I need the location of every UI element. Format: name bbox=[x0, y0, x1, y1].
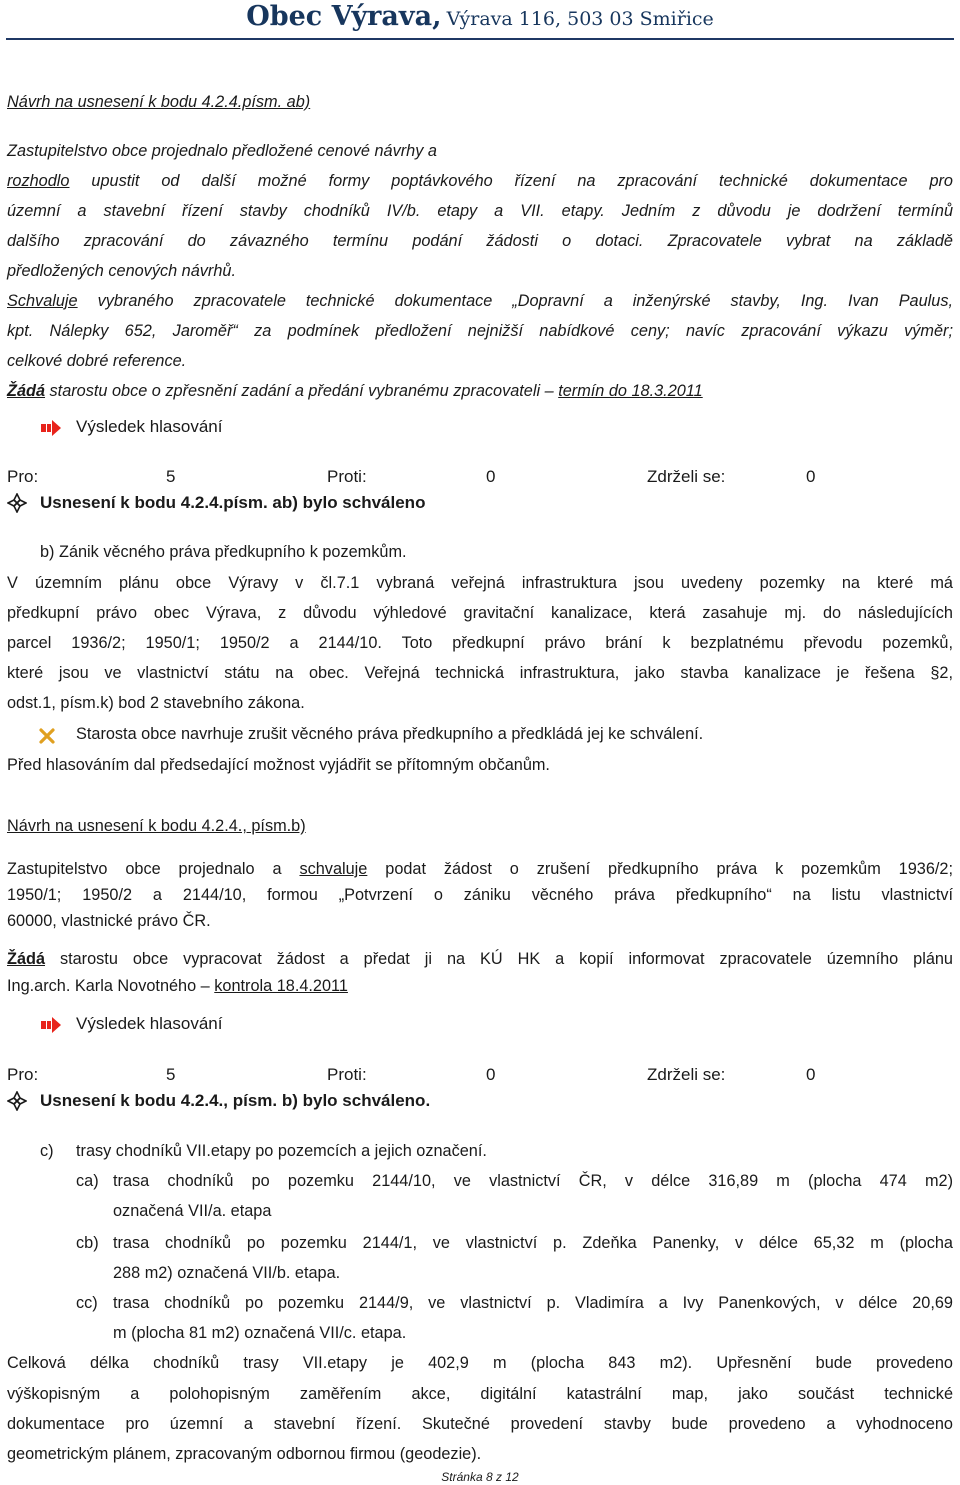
s2-proposal: Starosta obce navrhuje zrušit věcného práva předkupního a předkládá jej ke schválení. bbox=[76, 725, 704, 743]
s4-para-line-4: geometrickým plánem, zpracovaným odbornou firmou (geodezie). bbox=[7, 1445, 482, 1463]
s1-line-5: předložených cenových návrhů. bbox=[7, 262, 236, 280]
s1-line-6: Schvaluje vybraného zpracovatele technické dokumentace „Dopravní a inženýrské stavby, Ing. Ivan Paulus, bbox=[7, 292, 953, 310]
s4-para-line-2: výškopisným a polohopisným zaměřením akce, digitální katastrální map, jako součást technické bbox=[7, 1385, 953, 1403]
vote2-proti-label: Proti: bbox=[327, 1065, 367, 1084]
s4-cc-label: cc) bbox=[76, 1294, 98, 1312]
s1-heading: Návrh na usnesení k bodu 4.2.4.písm. ab) bbox=[7, 93, 311, 111]
s4-cc-line-2: m (plocha 81 m2) označená VII/c. etapa. bbox=[113, 1324, 407, 1342]
s4-cc-line-1: trasa chodníků po pozemku 2144/9, ve vlastnictví p. Vladimíra a Ivy Panenkových, v délce 20,69 bbox=[113, 1294, 953, 1312]
vote2-result-label: Výsledek hlasování bbox=[76, 1014, 223, 1033]
s2-line-4: které jsou ve vlastnictví státu na obec. Veřejná technická infrastruktura, jako stavba kanalizace je řešena §2, bbox=[7, 664, 953, 682]
cross-bullet-icon bbox=[38, 727, 56, 745]
vote1-pro-count: 5 bbox=[166, 467, 176, 486]
page-footer: Stránka 8 z 12 bbox=[441, 1470, 519, 1484]
s4-cb-line-2: 288 m2) označená VII/b. etapa. bbox=[113, 1264, 341, 1282]
page-header bbox=[0, 0, 960, 40]
diamond-bullet-icon bbox=[7, 493, 27, 513]
s2-line-1: V územním plánu obce Výravy v čl.7.1 vybraná veřejná infrastruktura jsou uvedeny pozemky na které má bbox=[7, 574, 953, 592]
s1-line-1: Zastupitelstvo obce projednalo předložené cenové návrhy a bbox=[7, 142, 437, 160]
arrow-right-icon bbox=[40, 419, 62, 437]
arrow-right-icon bbox=[40, 1016, 62, 1034]
s4-ca-line-1: trasa chodníků po pozemku 2144/10, ve vlastnictví ČR, v délce 316,89 m (plocha 474 m2) bbox=[113, 1172, 953, 1190]
s2-line-5: odst.1, písm.k) bod 2 stavebního zákona. bbox=[7, 694, 305, 712]
vote1-result-label: Výsledek hlasování bbox=[76, 417, 223, 436]
s3-line-2: 1950/1; 1950/2 a 2144/10, formou „Potvrzení o zániku věcného práva předkupního“ na listu vlastnictví bbox=[7, 886, 953, 904]
vote1-proti-label: Proti: bbox=[327, 467, 367, 486]
s3-line-1: Zastupitelstvo obce projednalo a schvaluje podat žádost o zrušení předkupního práva k pozemkům 1936/2; bbox=[7, 860, 953, 878]
s1-line-8: celkové dobré reference. bbox=[7, 352, 187, 370]
vote1-resolution: Usnesení k bodu 4.2.4.písm. ab) bylo schváleno bbox=[40, 493, 426, 512]
vote1-pro-label: Pro: bbox=[7, 467, 39, 486]
s4-para-line-1: Celková délka chodníků trasy VII.etapy je 402,9 m (plocha 843 m2). Upřesnění bude provedeno bbox=[7, 1354, 953, 1372]
s3-heading: Návrh na usnesení k bodu 4.2.4., písm.b) bbox=[7, 817, 306, 835]
vote1-proti-count: 0 bbox=[486, 467, 496, 486]
s2-line-2: předkupní právo obec Výrava, z důvodu výhledové gravitační kanalizace, která zasahuje mj. do následujících bbox=[7, 604, 953, 622]
s4-cb-line-1: trasa chodníků po pozemku 2144/1, ve vlastnictví p. Zdeňka Panenky, v délce 65,32 m (plocha bbox=[113, 1234, 953, 1252]
s1-line-9: Žádá starostu obce o zpřesnění zadání a předání vybranému zpracovateli – termín do 18.3.2011 bbox=[7, 382, 703, 400]
vote2-zdrzeli-label: Zdrželi se: bbox=[647, 1065, 726, 1084]
header-address: Výrava 116, 503 03 Smiřice bbox=[446, 8, 714, 30]
diamond-bullet-icon bbox=[7, 1091, 27, 1111]
s4-para-line-3: dokumentace pro územní a stavební řízení. Skutečné provedení stavby bude provedeno a vyhodnoceno bbox=[7, 1415, 953, 1433]
header-rule bbox=[6, 38, 954, 40]
s4-c-label: c) bbox=[40, 1142, 54, 1160]
s3-line-4: Žádá starostu obce vypracovat žádost a předat ji na KÚ HK a kopií informovat zpracovatele územního plánu bbox=[7, 950, 953, 968]
vote2-pro-label: Pro: bbox=[7, 1065, 39, 1084]
vote2-zdrzeli-count: 0 bbox=[806, 1065, 816, 1084]
s2-title: b) Zánik věcného práva předkupního k pozemkům. bbox=[40, 543, 407, 561]
s1-line-7: kpt. Nálepky 652, Jaroměř“ za podmínek předložení nejnižší nabídkové ceny; navíc zpracování výkazu výměr; bbox=[7, 322, 953, 340]
header-village: Obec Výrava, bbox=[246, 1, 442, 32]
s3-line-3: 60000, vlastnické právo ČR. bbox=[7, 912, 211, 930]
s2-before-vote: Před hlasováním dal předsedající možnost vyjádřit se přítomným občanům. bbox=[7, 756, 550, 774]
vote2-proti-count: 0 bbox=[486, 1065, 496, 1084]
s1-line-2: rozhodlo upustit od další možné formy poptávkového řízení na zpracování technické dokumentace pro bbox=[7, 172, 953, 190]
s3-line-5: Ing.arch. Karla Novotného – kontrola 18.4.2011 bbox=[7, 977, 348, 995]
s4-c-text: trasy chodníků VII.etapy po pozemcích a jejich označení. bbox=[76, 1142, 487, 1160]
vote2-pro-count: 5 bbox=[166, 1065, 176, 1084]
vote2-resolution: Usnesení k bodu 4.2.4., písm. b) bylo schváleno. bbox=[40, 1091, 431, 1110]
s2-line-3: parcel 1936/2; 1950/1; 1950/2 a 2144/10. Toto předkupní právo brání k bezplatnému převodu pozemků, bbox=[7, 634, 953, 652]
s4-ca-label: ca) bbox=[76, 1172, 99, 1190]
s1-line-4: dalšího zpracování do závazného termínu podání žádosti o dotaci. Zpracovatele vybrat na základě bbox=[7, 232, 953, 250]
s4-ca-line-2: označená VII/a. etapa bbox=[113, 1202, 272, 1220]
vote1-zdrzeli-count: 0 bbox=[806, 467, 816, 486]
vote1-zdrzeli-label: Zdrželi se: bbox=[647, 467, 726, 486]
s4-cb-label: cb) bbox=[76, 1234, 99, 1252]
s1-line-3: územní a stavební řízení stavby chodníků IV/b. etapy a VII. etapy. Jedním z důvodu je dodržení termínů bbox=[7, 202, 953, 220]
